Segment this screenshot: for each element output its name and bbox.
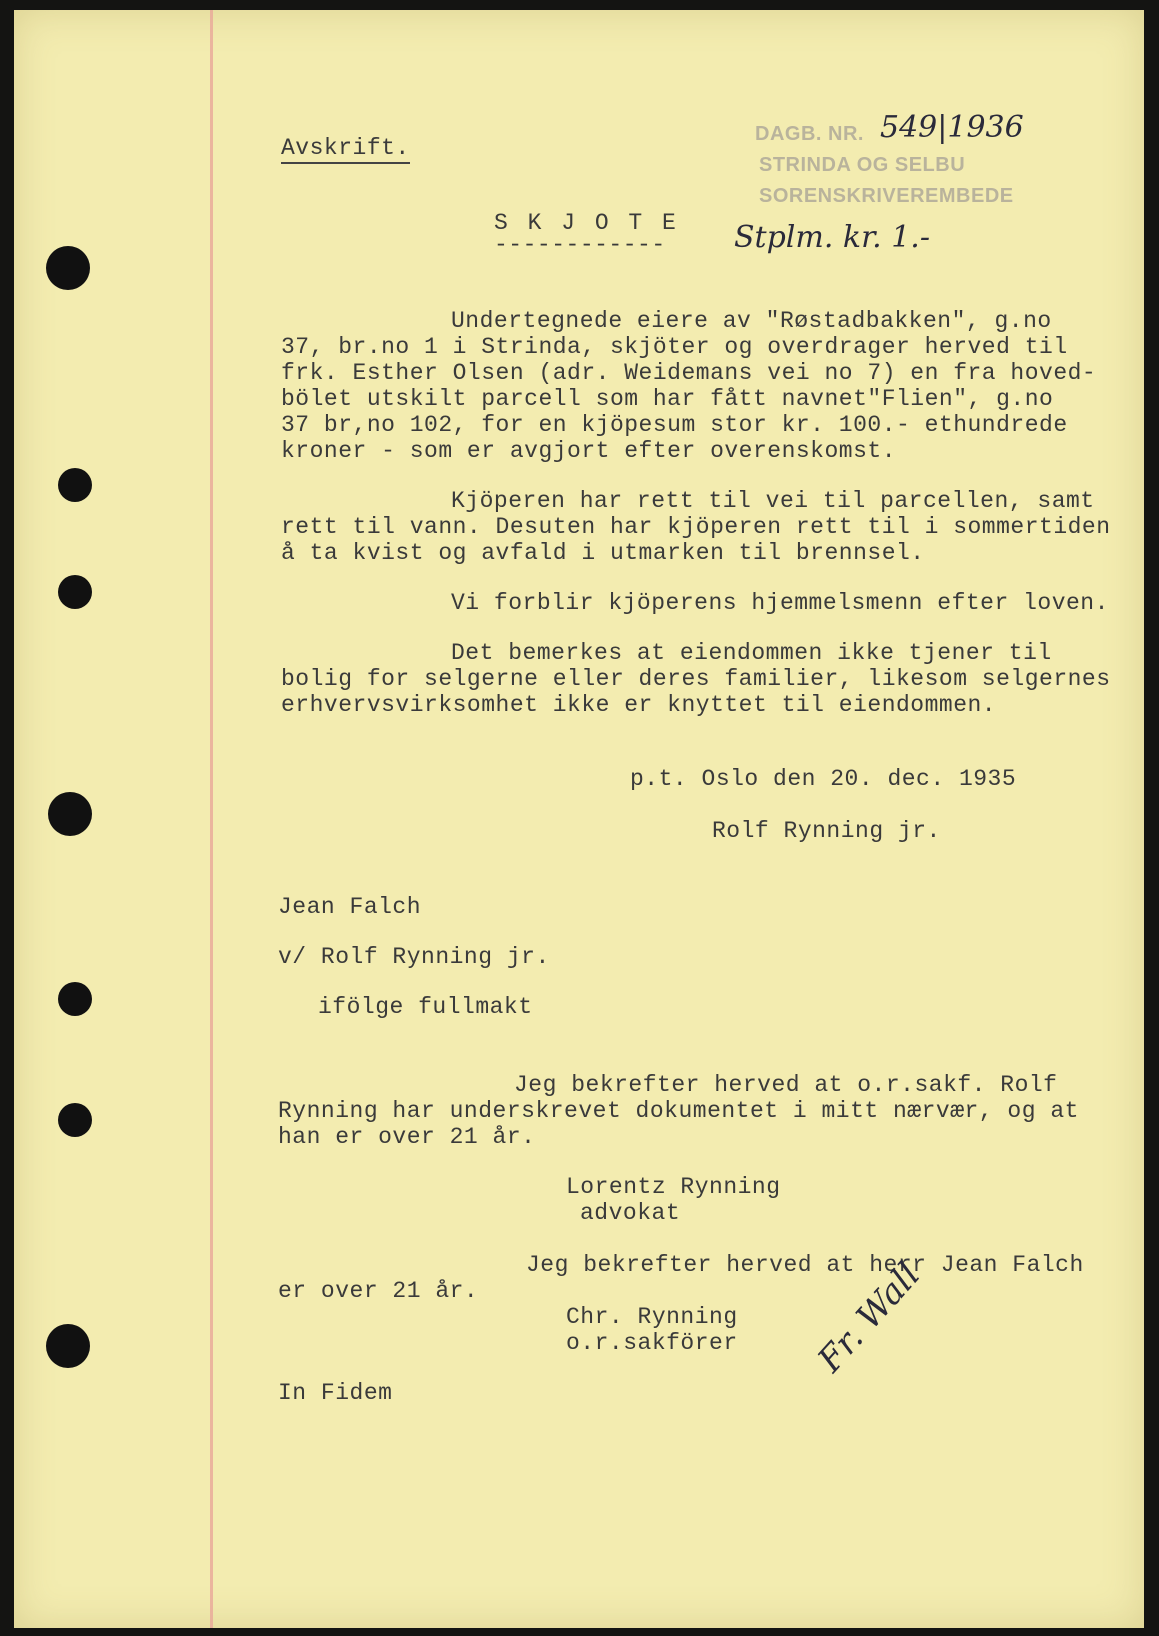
paragraph-line: rett til vann. Desuten har kjöperen rett til i sommertiden [281, 514, 1111, 540]
witness-name: Chr. Rynning [566, 1304, 738, 1330]
party-authority: ifölge fullmakt [318, 994, 533, 1020]
document-title: S K J O T E [494, 210, 679, 236]
dagb-number: 549|1936 [880, 110, 1024, 145]
title-rule: ------------ [494, 232, 666, 258]
paragraph-line: kroner - som er avgjort efter overenskomst. [281, 438, 896, 464]
witness-title: o.r.sakförer [566, 1330, 738, 1356]
paragraph-line: å ta kvist og avfald i utmarken til brennsel. [281, 540, 925, 566]
stamp-line-3: SORENSKRIVEREMBEDE [759, 185, 1014, 207]
handwritten-signature: Fr. Wall [810, 1255, 929, 1380]
stamp-dagb-label: DAGB. NR. [755, 123, 864, 145]
punch-hole [46, 1324, 90, 1368]
paragraph-line: Kjöperen har rett til vei til parcellen, samt [451, 488, 1095, 514]
place-date: p.t. Oslo den 20. dec. 1935 [630, 766, 1017, 792]
punch-hole [58, 468, 92, 502]
paragraph-line: bolig for selgerne eller deres familier, likesom selgernes [281, 666, 1111, 692]
paragraph-line: 37, br.no 1 i Strinda, skjöter og overdrager herved til [281, 334, 1068, 360]
margin-line [210, 10, 213, 1628]
paragraph-line: erhvervsvirksomhet ikke er knyttet til eiendommen. [281, 692, 997, 718]
paragraph-line: Undertegnede eiere av "Røstadbakken", g.no [451, 308, 1052, 334]
paragraph-line: frk. Esther Olsen (adr. Weidemans vei no 7) en fra hoved- [281, 360, 1097, 386]
paragraph-line: bölet utskilt parcell som har fått navnet"Flien", g.no [281, 386, 1054, 412]
punch-hole [58, 982, 92, 1016]
copy-label: Avskrift. [281, 135, 410, 164]
punch-hole [48, 792, 92, 836]
confirmation-line: han er over 21 år. [278, 1124, 536, 1150]
paragraph-line: Vi forblir kjöperens hjemmelsmenn efter loven. [451, 590, 1109, 616]
seller-signature: Rolf Rynning jr. [712, 818, 941, 844]
confirmation-line: Jeg bekrefter herved at o.r.sakf. Rolf [514, 1072, 1058, 1098]
confirmation-line: Rynning har underskrevet dokumentet i mitt nærvær, og at [278, 1098, 1079, 1124]
document-page [14, 10, 1144, 1628]
punch-hole [46, 246, 90, 290]
confirmation-line: Jeg bekrefter herved at herr Jean Falch [526, 1252, 1084, 1278]
punch-hole [58, 1103, 92, 1137]
footer-note: In Fidem [278, 1380, 393, 1406]
confirmation-line: er over 21 år. [278, 1278, 479, 1304]
party-name: Jean Falch [278, 894, 422, 920]
fee-note: Stplm. kr. 1.- [734, 220, 930, 255]
witness-name: Lorentz Rynning [566, 1174, 781, 1200]
stamp-line-2: STRINDA OG SELBU [759, 154, 966, 176]
paragraph-line: 37 br,no 102, for en kjöpesum stor kr. 100.- ethundrede [281, 412, 1068, 438]
punch-hole [58, 575, 92, 609]
paragraph-line: Det bemerkes at eiendommen ikke tjener til [451, 640, 1052, 666]
party-via: v/ Rolf Rynning jr. [278, 944, 550, 970]
witness-title: advokat [580, 1200, 681, 1226]
